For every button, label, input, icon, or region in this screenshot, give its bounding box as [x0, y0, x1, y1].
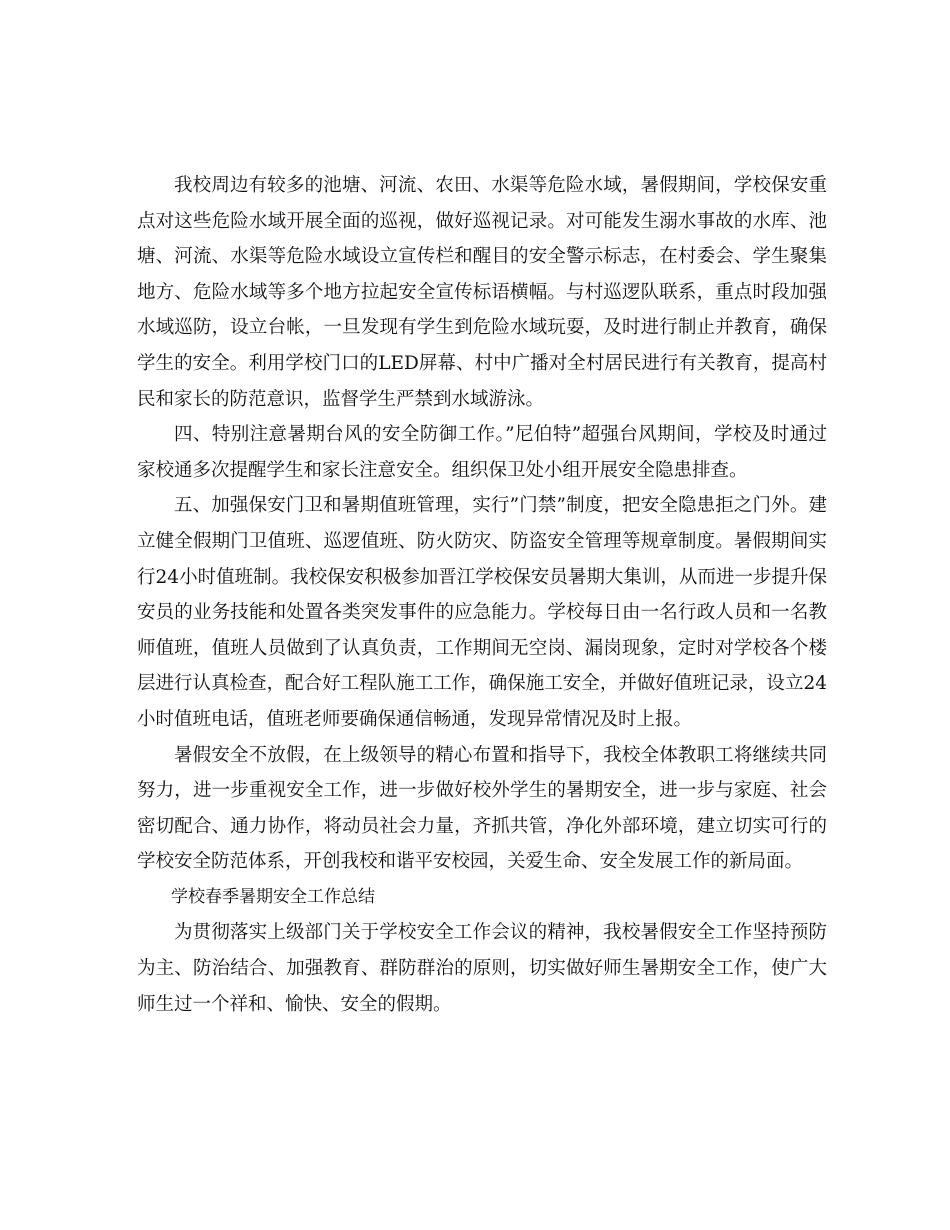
section-title: 学校春季暑期安全工作总结	[171, 886, 375, 907]
document-body	[137, 168, 827, 1022]
paragraph-intro: 为贯彻落实上级部门关于学校安全工作会议的精神，我校暑假安全工作坚持预防为主、防治结合、加强教育、群防群治的原则，切实做好师生暑期安全工作，使广大师生过一个祥和、愉快、安全的假期。	[137, 922, 827, 1015]
paragraph-water-safety: 我校周边有较多的池塘、河流、农田、水渠等危险水域，暑假期间，学校保安重点对这些危险水域开展全面的巡视，做好巡视记录。对可能发生溺水事故的水库、池塘、河流、水渠等危险水域设立宣传栏和醒目的安全警示标志，在村委会、学生聚集地方、危险水域等多个地方拉起安全宣传标语横幅。与村巡逻队联系，重点时段加强水域巡防，设立台帐，一旦发现有学生到危险水域玩耍，及时进行制止并教育，确保学生的安全。利用学校门口的LED屏幕、村中广播对全村居民进行有关教育，提高村民和家长的防范意识，监督学生严禁到水域游泳。	[137, 175, 827, 410]
paragraph-guard-duty: 五、加强保安门卫和暑期值班管理，实行”门禁”制度，把安全隐患拒之门外。建立健全假期门卫值班、巡逻值班、防火防灾、防盗安全管理等规章制度。暑假期间实行24小时值班制。我校保安积极参加晋江学校保安员暑期大集训，从而进一步提升保安员的业务技能和处置各类突发事件的应急能力。学校每日由一名行政人员和一名教师值班，值班人员做到了认真负责，工作期间无空岗、漏岗现象，定时对学校各个楼层进行认真检查，配合好工程队施工工作，确保施工安全，并做好值班记录，设立24小时值班电话，值班老师要确保通信畅通，发现异常情况及时上报。	[137, 495, 827, 730]
paragraph-conclusion: 暑假安全不放假，在上级领导的精心布置和指导下，我校全体教职工将继续共同努力，进一步重视安全工作，进一步做好校外学生的暑期安全，进一步与家庭、社会密切配合、通力协作，将动员社会力量，齐抓共管，净化外部环境，建立切实可行的学校安全防范体系，开创我校和谐平安校园，关爱生命、安全发展工作的新局面。	[137, 744, 827, 873]
paragraph-typhoon: 四、特别注意暑期台风的安全防御工作。”尼伯特”超强台风期间，学校及时通过家校通多次提醒学生和家长注意安全。组织保卫处小组开展安全隐患排查。	[137, 424, 827, 481]
